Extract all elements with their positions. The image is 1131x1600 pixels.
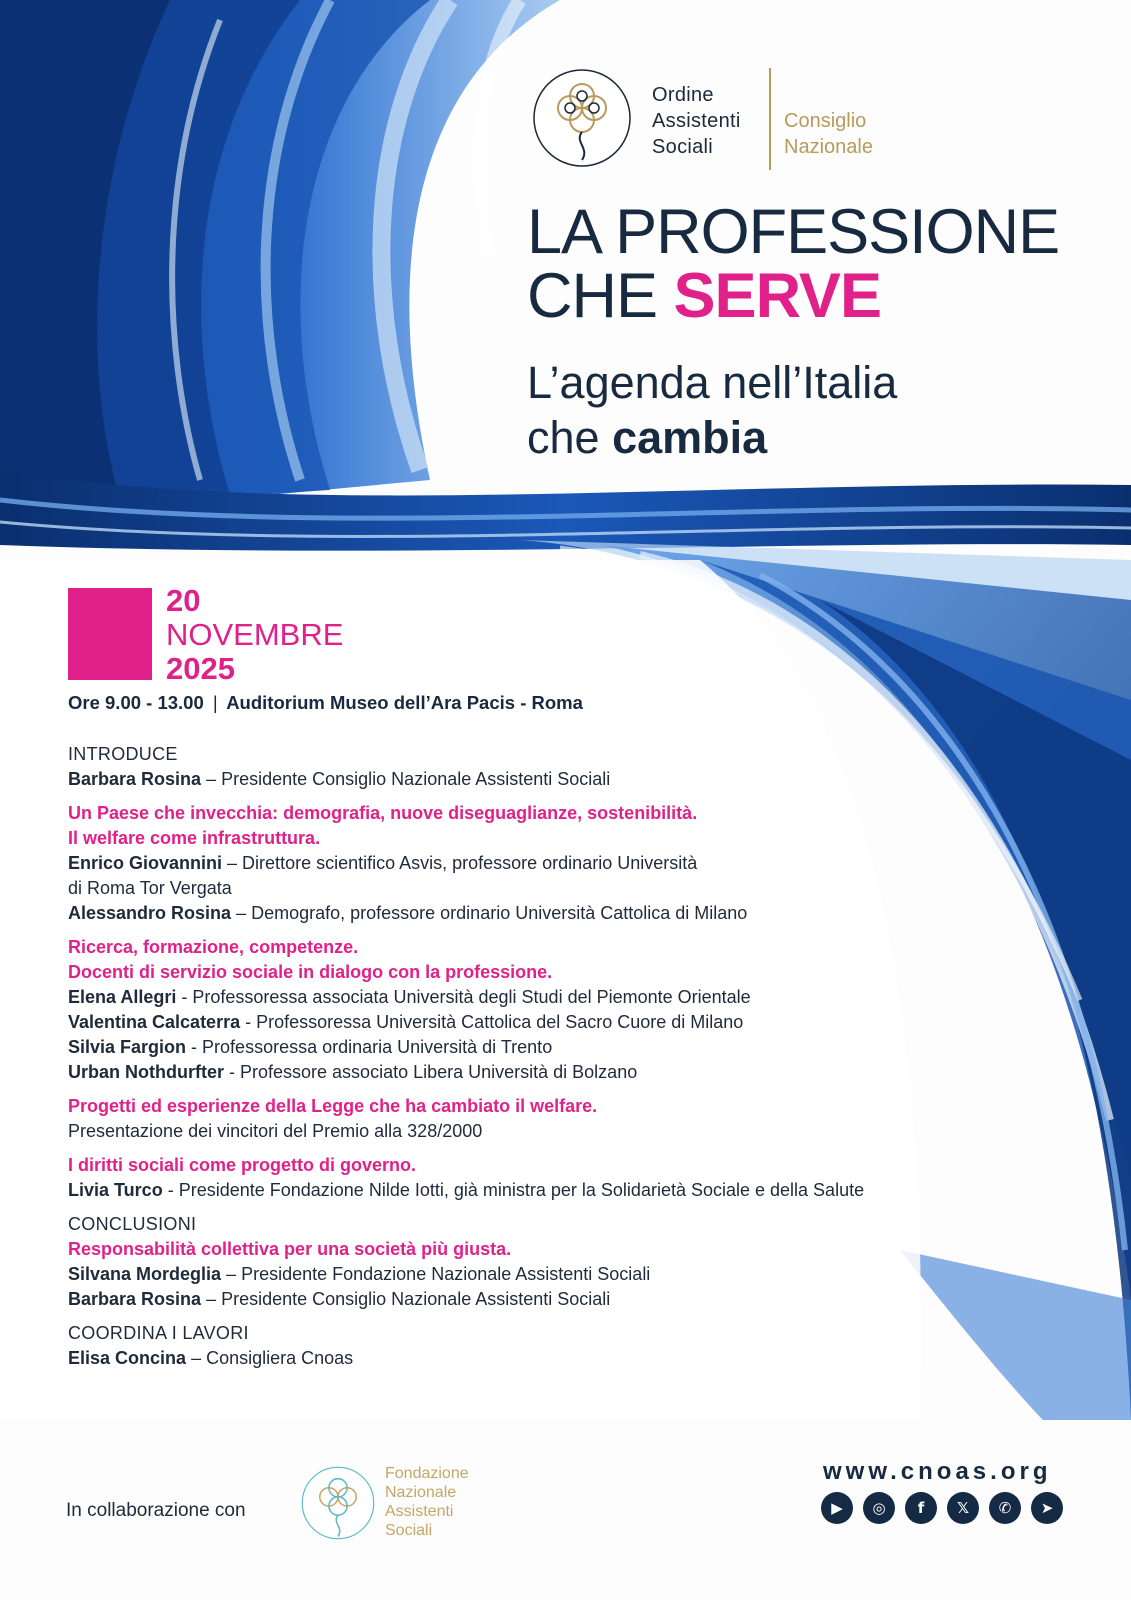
- speaker-name: Elena Allegri: [68, 987, 177, 1007]
- program-coordination: [68, 1321, 928, 1371]
- speaker-name: Silvia Fargion: [68, 1037, 187, 1057]
- panel-topic: Responsabilità collettiva per una società più giusta.: [68, 1239, 512, 1259]
- speaker-row: [68, 851, 928, 876]
- speaker-name: Elisa Concina: [68, 1348, 187, 1368]
- panel-topic: I diritti sociali come progetto di governo.: [68, 1155, 417, 1175]
- instagram-icon[interactable]: ◎: [863, 1492, 895, 1524]
- speaker-role: – Presidente Consiglio Nazionale Assistenti Sociali: [206, 769, 611, 789]
- speaker-row: [68, 1287, 928, 1312]
- panel-topic: Docenti di servizio sociale in dialogo con la professione.: [68, 962, 553, 982]
- program-panel-1: [68, 801, 928, 926]
- logo-divider: [769, 68, 771, 170]
- foundation-emblem-icon: [300, 1465, 376, 1541]
- cnoas-logo: [532, 68, 912, 172]
- foundation-name-line: Assistenti: [385, 1503, 454, 1520]
- speaker-name: Barbara Rosina: [68, 1289, 202, 1309]
- speaker-role: – Presidente Fondazione Nazionale Assistenti Sociali: [226, 1264, 651, 1284]
- speaker-name: Alessandro Rosina: [68, 903, 232, 923]
- date-year: 2025: [166, 651, 235, 686]
- speaker-row: [68, 1035, 928, 1060]
- speaker-role: - Presidente Fondazione Nilde Iotti, già ministra per la Solidarietà Sociale e della Salute: [167, 1180, 865, 1200]
- speaker-role: – Direttore scientifico Asvis, professore ordinario Università: [227, 853, 698, 873]
- subtitle-line-1: L’agenda nell’Italia: [527, 357, 898, 408]
- foundation-name-line: Sociali: [385, 1522, 433, 1539]
- speaker-row: [68, 1060, 928, 1085]
- speaker-name: Barbara Rosina: [68, 769, 202, 789]
- speaker-role: – Demografo, professore ordinario Università Cattolica di Milano: [236, 903, 748, 923]
- speaker-name: Enrico Giovannini: [68, 853, 223, 873]
- title-line-2: [527, 261, 1059, 331]
- speaker-row: [68, 767, 928, 792]
- org-name-line: Ordine: [652, 84, 714, 106]
- telegram-icon[interactable]: ➤: [1031, 1492, 1063, 1524]
- speaker-role-continued: di Roma Tor Vergata: [68, 878, 232, 898]
- date-month: NOVEMBRE: [166, 617, 344, 652]
- whatsapp-icon[interactable]: ✆: [989, 1492, 1021, 1524]
- program: [68, 742, 928, 1380]
- speaker-role: - Professoressa ordinaria Università di Trento: [191, 1037, 553, 1057]
- section-heading: COORDINA I LAVORI: [68, 1323, 249, 1343]
- facebook-icon[interactable]: f: [905, 1492, 937, 1524]
- panel-topic: Un Paese che invecchia: demografia, nuove diseguaglianze, sostenibilità.: [68, 803, 698, 823]
- panel-topic: Ricerca, formazione, competenze.: [68, 937, 359, 957]
- speaker-role: - Professoressa Università Cattolica del Sacro Cuore di Milano: [245, 1012, 744, 1032]
- speaker-row: [68, 1010, 928, 1035]
- panel-topic: Il welfare come infrastruttura.: [68, 828, 321, 848]
- org-name: [652, 82, 741, 160]
- council-name-line: Nazionale: [784, 136, 873, 158]
- subtitle-line-2-plain: che: [527, 412, 600, 463]
- subtitle-bold: cambia: [612, 412, 768, 463]
- speaker-name: Valentina Calcaterra: [68, 1012, 241, 1032]
- speaker-row: [68, 1178, 928, 1203]
- subtitle-line-2: [527, 410, 897, 465]
- foundation-name-line: Fondazione: [385, 1465, 469, 1482]
- panel-description: Presentazione dei vincitori del Premio alla 328/2000: [68, 1121, 483, 1141]
- program-panel-3: [68, 1094, 928, 1144]
- title-line-2-plain: CHE: [527, 261, 658, 331]
- org-name-line: Assistenti: [652, 110, 741, 132]
- youtube-icon[interactable]: ▶: [821, 1492, 853, 1524]
- speaker-role: – Presidente Consiglio Nazionale Assistenti Sociali: [206, 1289, 611, 1309]
- title-highlight: SERVE: [673, 261, 881, 331]
- council-name: [784, 108, 873, 160]
- time-location: [68, 692, 583, 714]
- council-name-line: Consiglio: [784, 110, 867, 132]
- speaker-row: [68, 1262, 928, 1287]
- speaker-role: - Professoressa associata Università degli Studi del Piemonte Orientale: [181, 987, 751, 1007]
- speaker-row: [68, 901, 928, 926]
- event-time: Ore 9.00 - 13.00: [68, 692, 204, 713]
- section-heading: CONCLUSIONI: [68, 1214, 197, 1234]
- program-intro: [68, 742, 928, 792]
- foundation-name: [385, 1464, 469, 1540]
- speaker-name: Silvana Mordeglia: [68, 1264, 222, 1284]
- speaker-row: [68, 1346, 928, 1371]
- date-accent-square: [68, 588, 152, 680]
- org-name-line: Sociali: [652, 136, 714, 158]
- event-date: [166, 584, 343, 686]
- panel-topic: Progetti ed esperienze della Legge che ha cambiato il welfare.: [68, 1096, 598, 1116]
- section-heading: INTRODUCE: [68, 744, 178, 764]
- speaker-row: [68, 985, 928, 1010]
- website-link[interactable]: www.cnoas.org: [823, 1458, 1052, 1485]
- speaker-name: Urban Nothdurfter: [68, 1062, 224, 1082]
- speaker-role: - Professore associato Libera Università di Bolzano: [229, 1062, 638, 1082]
- x-icon[interactable]: 𝕏: [947, 1492, 979, 1524]
- foundation-name-line: Nazionale: [385, 1484, 457, 1501]
- speaker-name: Livia Turco: [68, 1180, 163, 1200]
- program-panel-2: [68, 935, 928, 1085]
- program-conclusions: [68, 1212, 928, 1312]
- collaboration-text: In collaborazione con: [66, 1500, 246, 1521]
- date-day: 20: [166, 583, 201, 618]
- title-line-1: LA PROFESSIONE: [527, 197, 1060, 267]
- speaker-role: – Consigliera Cnoas: [191, 1348, 354, 1368]
- event-location: Auditorium Museo dell’Ara Pacis - Roma: [226, 692, 583, 713]
- event-subtitle: [527, 355, 897, 465]
- program-panel-4: [68, 1153, 928, 1203]
- separator: |: [212, 692, 218, 713]
- event-title: [527, 197, 1060, 331]
- knot-emblem-icon: [532, 68, 632, 168]
